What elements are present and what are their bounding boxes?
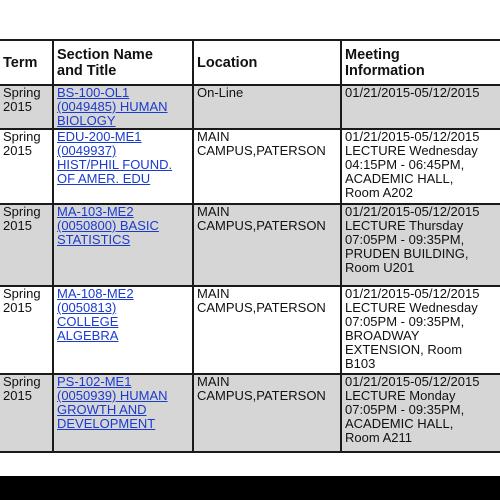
section-link[interactable]: STATISTICS xyxy=(57,232,131,247)
section-cell xyxy=(53,204,193,286)
term-line: Spring xyxy=(3,374,41,389)
location-line: MAIN xyxy=(197,129,230,144)
header-section-line: Section Name xyxy=(57,46,153,63)
header-location xyxy=(193,40,341,85)
term-line: 2015 xyxy=(3,218,32,233)
meeting-line: 01/21/2015-05/12/2015 xyxy=(345,286,480,301)
location-line: MAIN xyxy=(197,204,230,219)
section-cell xyxy=(53,374,193,452)
meeting-line: ACADEMIC HALL, xyxy=(345,171,454,186)
header-location-label: Location xyxy=(197,54,258,71)
term-cell xyxy=(0,286,53,374)
header-row xyxy=(0,40,500,85)
section-cell xyxy=(53,129,193,204)
table-row xyxy=(0,204,500,286)
section-cell xyxy=(53,286,193,374)
meeting-cell xyxy=(341,129,500,204)
term-cell xyxy=(0,129,53,204)
header-section xyxy=(53,40,193,85)
section-link[interactable]: (0050800) BASIC xyxy=(57,218,159,233)
section-link[interactable]: BIOLOGY xyxy=(57,113,116,128)
term-line: 2015 xyxy=(3,388,32,403)
meeting-line: 07:05PM - 09:35PM, xyxy=(345,402,465,417)
term-cell xyxy=(0,85,53,129)
section-cell xyxy=(53,85,193,129)
term-line: 2015 xyxy=(3,143,32,158)
section-link[interactable]: MA-103-ME2 xyxy=(57,204,134,219)
table-row xyxy=(0,85,500,129)
section-link[interactable]: (0049485) HUMAN xyxy=(57,99,168,114)
term-line: 2015 xyxy=(3,99,32,114)
header-section-line: and Title xyxy=(57,62,117,79)
header-meeting-line: Meeting xyxy=(345,46,400,63)
location-cell xyxy=(193,286,341,374)
section-link[interactable]: BS-100-OL1 xyxy=(57,85,130,100)
meeting-line: Room A202 xyxy=(345,185,413,200)
term-line: 2015 xyxy=(3,300,32,315)
meeting-line: 07:05PM - 09:35PM, xyxy=(345,232,465,247)
section-link[interactable]: (0049937) xyxy=(57,143,117,158)
meeting-cell xyxy=(341,286,500,374)
location-line: CAMPUS,PATERSON xyxy=(197,218,326,233)
table-row xyxy=(0,374,500,452)
meeting-line: Room U201 xyxy=(345,260,415,275)
meeting-cell xyxy=(341,85,500,129)
location-cell xyxy=(193,204,341,286)
meeting-cell xyxy=(341,204,500,286)
meeting-line: 01/21/2015-05/12/2015 xyxy=(345,85,480,100)
meeting-line: LECTURE Monday xyxy=(345,388,456,403)
table-row xyxy=(0,286,500,374)
term-cell xyxy=(0,374,53,452)
meeting-line: LECTURE Wednesday xyxy=(345,300,478,315)
header-term xyxy=(0,40,53,85)
location-cell xyxy=(193,129,341,204)
meeting-line: 01/21/2015-05/12/2015 xyxy=(345,374,480,389)
meeting-line: 01/21/2015-05/12/2015 xyxy=(345,204,480,219)
section-link[interactable]: OF AMER. EDU xyxy=(57,171,151,186)
section-link[interactable]: COLLEGE xyxy=(57,314,119,329)
term-line: Spring xyxy=(3,286,41,301)
header-term-label: Term xyxy=(3,54,38,71)
section-link[interactable]: (0050939) HUMAN xyxy=(57,388,168,403)
meeting-line: 07:05PM - 09:35PM, xyxy=(345,314,465,329)
location-line: CAMPUS,PATERSON xyxy=(197,143,326,158)
location-line: MAIN xyxy=(197,286,230,301)
meeting-line: LECTURE Wednesday xyxy=(345,143,478,158)
location-line: CAMPUS,PATERSON xyxy=(197,388,326,403)
section-link[interactable]: MA-108-ME2 xyxy=(57,286,134,301)
term-line: Spring xyxy=(3,129,41,144)
table-row xyxy=(0,129,500,204)
term-line: Spring xyxy=(3,85,41,100)
location-line: MAIN xyxy=(197,374,230,389)
meeting-line: B103 xyxy=(345,356,376,371)
location-line: CAMPUS,PATERSON xyxy=(197,300,326,315)
location-line: On-Line xyxy=(197,85,244,100)
meeting-line: ACADEMIC HALL, xyxy=(345,416,454,431)
location-cell xyxy=(193,85,341,129)
meeting-line: EXTENSION, Room xyxy=(345,342,463,357)
term-line: Spring xyxy=(3,204,41,219)
section-link[interactable]: PS-102-ME1 xyxy=(57,374,132,389)
section-link[interactable]: HIST/PHIL FOUND. xyxy=(57,157,173,172)
header-meeting-line: Information xyxy=(345,62,425,79)
meeting-line: Room A211 xyxy=(345,430,412,445)
meeting-line: 01/21/2015-05/12/2015 xyxy=(345,129,480,144)
meeting-line: BROADWAY xyxy=(345,328,420,343)
meeting-line: LECTURE Thursday xyxy=(345,218,464,233)
header-meeting xyxy=(341,40,500,85)
location-cell xyxy=(193,374,341,452)
section-link[interactable]: EDU-200-ME1 xyxy=(57,129,142,144)
meeting-line: 04:15PM - 06:45PM, xyxy=(345,157,465,172)
term-cell xyxy=(0,204,53,286)
meeting-cell xyxy=(341,374,500,452)
section-link[interactable]: GROWTH AND xyxy=(57,402,147,417)
meeting-line: PRUDEN BUILDING, xyxy=(345,246,469,261)
section-link[interactable]: ALGEBRA xyxy=(57,328,119,343)
section-link[interactable]: DEVELOPMENT xyxy=(57,416,156,431)
course-schedule-table xyxy=(0,39,500,453)
section-link[interactable]: (0050813) xyxy=(57,300,117,315)
